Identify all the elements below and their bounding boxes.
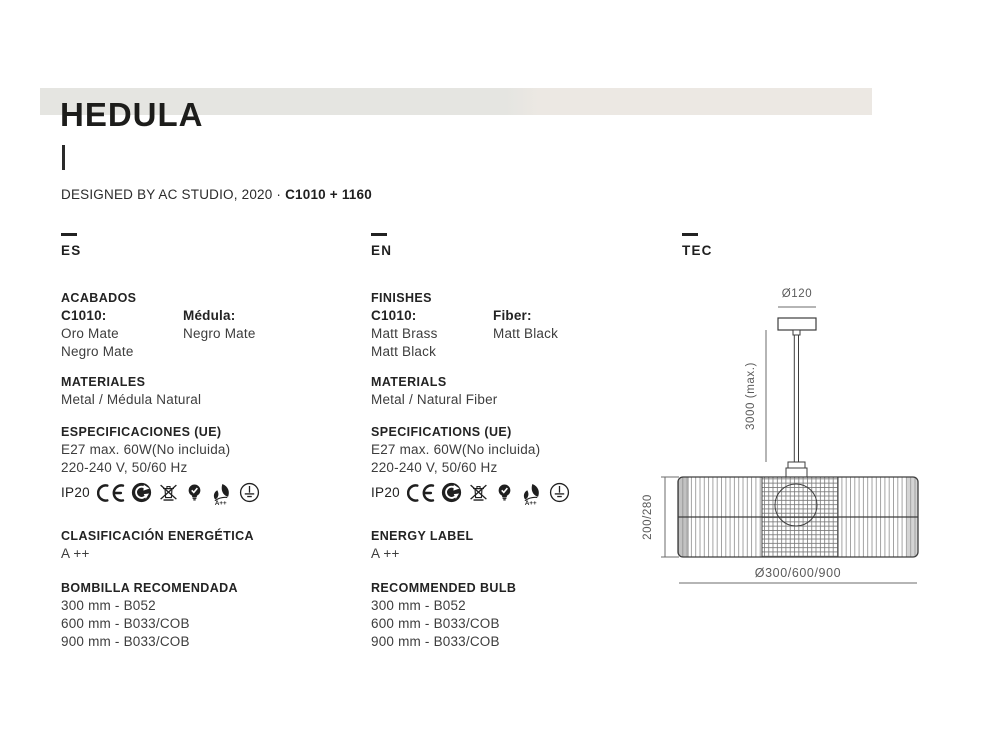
bulb-check-icon — [185, 481, 204, 504]
title-tick — [62, 145, 65, 170]
ip-rating: IP20 — [371, 485, 400, 500]
section-label: MATERIALES — [61, 374, 146, 389]
finish-column-2 — [183, 307, 356, 361]
weee-bin-icon — [158, 482, 179, 503]
finish-value: Negro Mate — [183, 325, 256, 341]
spec-line: E27 max. 60W(No incluida) — [371, 441, 541, 457]
dimension-canopy-diameter — [778, 288, 816, 307]
dimension-shade-height — [642, 477, 679, 557]
ce-mark-icon — [97, 483, 125, 503]
finish-value: Matt Black — [493, 325, 559, 341]
finishes-grid — [371, 307, 666, 361]
language-label-en: EN — [371, 242, 393, 258]
spec-line: E27 max. 60W(No incluida) — [61, 441, 231, 457]
model-code: C1010 + 1160 — [285, 187, 372, 202]
suspension-cable — [794, 335, 798, 462]
specifications-section — [61, 424, 356, 477]
finishes-section — [371, 290, 666, 361]
recycle-icon — [131, 482, 152, 503]
finish-value: Matt Brass — [371, 325, 438, 341]
certification-icons-row — [61, 480, 356, 506]
divider-dash — [371, 233, 387, 236]
finishes-section — [61, 290, 356, 361]
materials-value: Metal / Natural Fiber — [371, 391, 498, 407]
finish-title: Fiber: — [493, 307, 532, 323]
bulb-line: 300 mm - B052 — [61, 597, 156, 613]
section-label: CLASIFICACIÓN ENERGÉTICA — [61, 528, 254, 543]
spec-line: 220-240 V, 50/60 Hz — [371, 459, 498, 475]
recommended-bulb-section — [61, 580, 356, 651]
finish-title: C1010: — [61, 307, 107, 323]
drum-shade — [678, 477, 918, 557]
bulb-line: 900 mm - B033/COB — [371, 633, 500, 649]
section-label: MATERIALS — [371, 374, 447, 389]
weee-bin-icon — [468, 482, 489, 503]
dim-height-label: 200/280 — [642, 494, 654, 540]
dim-diameter-label: Ø300/600/900 — [754, 566, 842, 580]
language-label-tec: TEC — [682, 242, 713, 258]
bulb-line: 600 mm - B033/COB — [371, 615, 500, 631]
dimension-cable-drop — [745, 330, 766, 462]
divider-dash — [61, 233, 77, 236]
bulb-line: 900 mm - B033/COB — [61, 633, 190, 649]
materials-value: Metal / Médula Natural — [61, 391, 202, 407]
dim-canopy-label: Ø120 — [781, 288, 813, 300]
energy-value: A ++ — [61, 545, 90, 561]
finish-column-1 — [61, 307, 183, 361]
certification-icons-row — [371, 480, 666, 506]
bulb-line: 300 mm - B052 — [371, 597, 466, 613]
energy-section — [61, 528, 356, 563]
designed-by-text: DESIGNED BY AC STUDIO, 2020 · — [61, 187, 286, 202]
finish-value: Matt Black — [371, 343, 437, 359]
finish-value: Oro Mate — [61, 325, 119, 341]
recycle-icon — [441, 482, 462, 503]
dim-drop-label: 3000 (max.) — [745, 362, 757, 430]
column-es — [61, 233, 356, 651]
leaf-energy-icon — [210, 481, 233, 507]
divider-dash — [682, 233, 698, 236]
finish-value: Negro Mate — [61, 343, 134, 359]
materials-section — [371, 374, 666, 409]
earth-ground-icon — [549, 482, 570, 503]
designed-by-line — [61, 187, 372, 202]
finish-column-1 — [371, 307, 493, 361]
energy-section — [371, 528, 666, 563]
section-label: ENERGY LABEL — [371, 528, 474, 543]
section-label: BOMBILLA RECOMENDADA — [61, 580, 238, 595]
ip-rating: IP20 — [61, 485, 90, 500]
section-label: ESPECIFICACIONES (UE) — [61, 424, 222, 439]
finish-title: C1010: — [371, 307, 417, 323]
section-label: SPECIFICATIONS (UE) — [371, 424, 512, 439]
language-label-es: ES — [61, 242, 82, 258]
bulb-check-icon — [495, 481, 514, 504]
page-title: HEDULA — [60, 96, 204, 133]
section-label: FINISHES — [371, 290, 432, 305]
bulb-line: 600 mm - B033/COB — [61, 615, 190, 631]
canopy — [778, 318, 816, 335]
earth-ground-icon — [239, 482, 260, 503]
finish-title: Médula: — [183, 307, 236, 323]
recommended-bulb-section — [371, 580, 666, 651]
spec-line: 220-240 V, 50/60 Hz — [61, 459, 188, 475]
section-label: RECOMMENDED BULB — [371, 580, 517, 595]
technical-drawing — [635, 272, 935, 592]
dimension-shade-diameter — [679, 566, 917, 583]
section-label: ACABADOS — [61, 290, 137, 305]
ce-mark-icon — [407, 483, 435, 503]
materials-section — [61, 374, 356, 409]
finishes-grid — [61, 307, 356, 361]
specifications-section — [371, 424, 666, 477]
energy-value: A ++ — [371, 545, 400, 561]
leaf-energy-icon — [520, 481, 543, 507]
column-en — [371, 233, 666, 651]
